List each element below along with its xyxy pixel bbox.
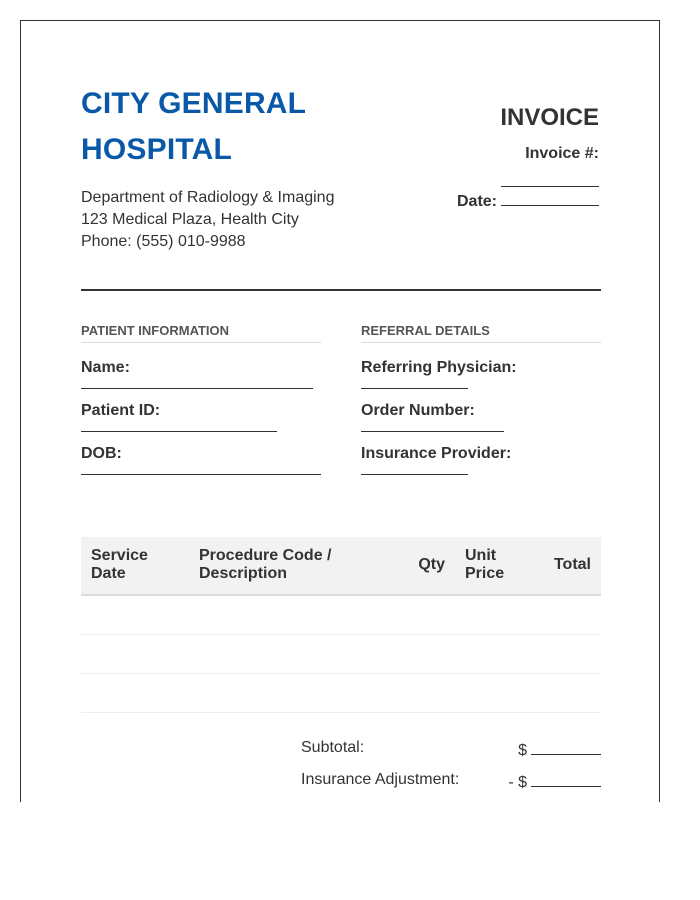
insurance-adjustment-label: Insurance Adjustment: xyxy=(301,771,460,788)
referring-physician-label: Referring Physician: xyxy=(361,359,517,376)
patient-id-label: Patient ID: xyxy=(81,402,161,419)
table-cell[interactable] xyxy=(397,635,455,674)
header-unit-price xyxy=(455,537,525,595)
insurance-adjustment-row xyxy=(301,769,601,791)
insurance-adjustment-currency: - $ xyxy=(508,774,527,791)
table-cell[interactable] xyxy=(455,595,525,635)
table-row xyxy=(81,635,601,674)
line-items-table xyxy=(81,537,601,713)
insurance-provider-label: Insurance Provider: xyxy=(361,445,512,462)
table-cell[interactable] xyxy=(397,674,455,713)
table-cell[interactable] xyxy=(189,595,397,635)
table-cell[interactable] xyxy=(81,595,189,635)
invoice-date-field[interactable] xyxy=(501,189,599,206)
header-procedure-text: Procedure Code / Description xyxy=(199,547,332,582)
subtotal-currency: $ xyxy=(518,742,527,759)
patient-dob-label: DOB: xyxy=(81,445,122,462)
header-service-date xyxy=(81,537,189,595)
referral-section-title: REFERRAL DETAILS xyxy=(361,323,601,343)
referral-details-section xyxy=(361,323,601,486)
table-cell[interactable] xyxy=(525,635,601,674)
table-row xyxy=(81,674,601,713)
invoice-title: INVOICE xyxy=(500,104,599,131)
patient-information-section xyxy=(81,323,321,486)
order-number-field[interactable] xyxy=(361,422,504,432)
referring-physician-field[interactable] xyxy=(361,379,468,389)
hospital-name: CITY GENERAL HOSPITAL xyxy=(81,87,306,166)
insurance-adjustment-value xyxy=(508,769,601,794)
patient-name-label: Name: xyxy=(81,359,130,376)
table-cell[interactable] xyxy=(455,635,525,674)
subtotal-label: Subtotal: xyxy=(301,739,365,756)
totals-section xyxy=(301,737,601,801)
patient-dob-field[interactable] xyxy=(81,465,321,475)
table-cell[interactable] xyxy=(189,635,397,674)
insurance-provider-field[interactable] xyxy=(361,465,468,475)
insurance-adjustment-field[interactable] xyxy=(531,769,601,787)
table-cell[interactable] xyxy=(525,595,601,635)
header-unit-price-text: Unit Price xyxy=(465,547,505,582)
invoice-meta xyxy=(457,103,599,213)
patient-name-field[interactable] xyxy=(81,379,313,389)
header-service-date-text: Service Date xyxy=(91,547,148,582)
invoice-date-label: Date: xyxy=(456,193,497,210)
department-text: Department of Radiology & Imaging xyxy=(81,189,335,206)
hospital-address-block xyxy=(81,187,334,253)
header-procedure xyxy=(189,537,397,595)
patient-section-title: PATIENT INFORMATION xyxy=(81,323,321,343)
invoice-page xyxy=(20,20,660,802)
phone-text: Phone: (555) 010-9988 xyxy=(81,233,246,250)
table-cell[interactable] xyxy=(525,674,601,713)
header-total: Total xyxy=(525,537,601,595)
invoice-number-field[interactable] xyxy=(501,165,599,187)
address-text: 123 Medical Plaza, Health City xyxy=(81,211,299,228)
table-header-row xyxy=(81,537,601,595)
subtotal-row xyxy=(301,737,601,759)
header-qty: Qty xyxy=(397,537,455,595)
subtotal-value xyxy=(518,737,601,762)
order-number-label: Order Number: xyxy=(361,402,475,419)
table-cell[interactable] xyxy=(189,674,397,713)
subtotal-field[interactable] xyxy=(531,737,601,755)
table-cell[interactable] xyxy=(455,674,525,713)
invoice-date-row xyxy=(457,189,599,213)
table-cell[interactable] xyxy=(81,635,189,674)
table-cell[interactable] xyxy=(397,595,455,635)
header-divider xyxy=(81,289,601,291)
table-row xyxy=(81,595,601,635)
patient-id-field[interactable] xyxy=(81,422,277,432)
table-cell[interactable] xyxy=(81,674,189,713)
invoice-number-label: Invoice #: xyxy=(525,145,599,162)
